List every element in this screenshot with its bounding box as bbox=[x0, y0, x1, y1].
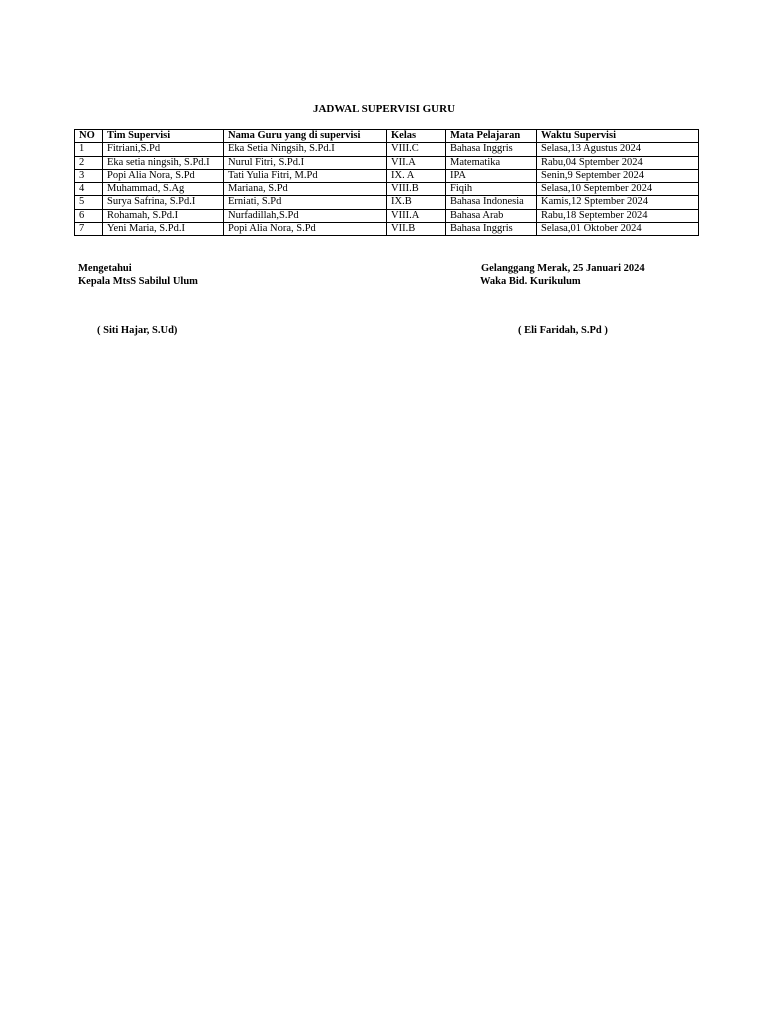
table-row bbox=[75, 196, 699, 209]
cell-no: 1 bbox=[75, 143, 103, 156]
cell-kelas: IX. A bbox=[387, 169, 446, 182]
cell-no: 4 bbox=[75, 183, 103, 196]
header-nama-guru: Nama Guru yang di supervisi bbox=[224, 130, 387, 143]
cell-kelas: VII.B bbox=[387, 223, 446, 236]
document-title: JADWAL SUPERVISI GURU bbox=[312, 103, 456, 115]
cell-nama-guru: Erniati, S.Pd bbox=[224, 196, 387, 209]
left-signature-line1: Mengetahui bbox=[78, 263, 132, 274]
cell-waktu-supervisi: Rabu,18 September 2024 bbox=[537, 209, 699, 222]
cell-kelas: VII.A bbox=[387, 156, 446, 169]
table-row bbox=[75, 183, 699, 196]
cell-waktu-supervisi: Kamis,12 Sptember 2024 bbox=[537, 196, 699, 209]
cell-no: 5 bbox=[75, 196, 103, 209]
header-tim-supervisi: Tim Supervisi bbox=[103, 130, 224, 143]
cell-mata-pelajaran: Bahasa Inggris bbox=[446, 143, 537, 156]
cell-mata-pelajaran: Bahasa Indonesia bbox=[446, 196, 537, 209]
cell-mata-pelajaran: IPA bbox=[446, 169, 537, 182]
cell-tim-supervisi: Fitriani,S.Pd bbox=[103, 143, 224, 156]
header-waktu-supervisi: Waktu Supervisi bbox=[537, 130, 699, 143]
cell-tim-supervisi: Eka setia ningsih, S.Pd.I bbox=[103, 156, 224, 169]
cell-kelas: VIII.A bbox=[387, 209, 446, 222]
cell-nama-guru: Nurul Fitri, S.Pd.I bbox=[224, 156, 387, 169]
table-row bbox=[75, 156, 699, 169]
cell-waktu-supervisi: Senin,9 September 2024 bbox=[537, 169, 699, 182]
header-no: NO bbox=[75, 130, 103, 143]
cell-kelas: IX.B bbox=[387, 196, 446, 209]
cell-tim-supervisi: Popi Alia Nora, S.Pd bbox=[103, 169, 224, 182]
cell-nama-guru: Tati Yulia Fitri, M.Pd bbox=[224, 169, 387, 182]
cell-nama-guru: Popi Alia Nora, S.Pd bbox=[224, 223, 387, 236]
schedule-table bbox=[74, 129, 699, 236]
cell-tim-supervisi: Yeni Maria, S.Pd.I bbox=[103, 223, 224, 236]
left-signatory-name: ( Siti Hajar, S.Ud) bbox=[97, 325, 178, 336]
cell-no: 7 bbox=[75, 223, 103, 236]
cell-mata-pelajaran: Bahasa Inggris bbox=[446, 223, 537, 236]
left-signature-block bbox=[78, 263, 198, 288]
table-row bbox=[75, 209, 699, 222]
table-row bbox=[75, 223, 699, 236]
cell-waktu-supervisi: Selasa,10 September 2024 bbox=[537, 183, 699, 196]
cell-tim-supervisi: Muhammad, S.Ag bbox=[103, 183, 224, 196]
cell-no: 2 bbox=[75, 156, 103, 169]
header-mata-pelajaran: Mata Pelajaran bbox=[446, 130, 537, 143]
right-signature-place-date: Gelanggang Merak, 25 Januari 2024 bbox=[481, 263, 645, 274]
cell-mata-pelajaran: Matematika bbox=[446, 156, 537, 169]
right-signatory-name: ( Eli Faridah, S.Pd ) bbox=[518, 325, 608, 336]
table-row bbox=[75, 169, 699, 182]
cell-nama-guru: Eka Setia Ningsih, S.Pd.I bbox=[224, 143, 387, 156]
cell-mata-pelajaran: Bahasa Arab bbox=[446, 209, 537, 222]
table-row bbox=[75, 143, 699, 156]
header-kelas: Kelas bbox=[387, 130, 446, 143]
right-signature-block bbox=[480, 263, 645, 288]
left-signature-line2: Kepala MtsS Sabilul Ulum bbox=[78, 275, 198, 287]
table-header-row bbox=[75, 130, 699, 143]
cell-waktu-supervisi: Selasa,13 Agustus 2024 bbox=[537, 143, 699, 156]
right-signature-line2: Waka Bid. Kurikulum bbox=[480, 275, 581, 287]
cell-tim-supervisi: Surya Safrina, S.Pd.I bbox=[103, 196, 224, 209]
cell-waktu-supervisi: Selasa,01 Oktober 2024 bbox=[537, 223, 699, 236]
cell-nama-guru: Mariana, S.Pd bbox=[224, 183, 387, 196]
cell-tim-supervisi: Rohamah, S.Pd.I bbox=[103, 209, 224, 222]
cell-nama-guru: Nurfadillah,S.Pd bbox=[224, 209, 387, 222]
cell-waktu-supervisi: Rabu,04 Sptember 2024 bbox=[537, 156, 699, 169]
cell-kelas: VIII.C bbox=[387, 143, 446, 156]
cell-no: 3 bbox=[75, 169, 103, 182]
cell-mata-pelajaran: Fiqih bbox=[446, 183, 537, 196]
cell-kelas: VIII.B bbox=[387, 183, 446, 196]
cell-no: 6 bbox=[75, 209, 103, 222]
